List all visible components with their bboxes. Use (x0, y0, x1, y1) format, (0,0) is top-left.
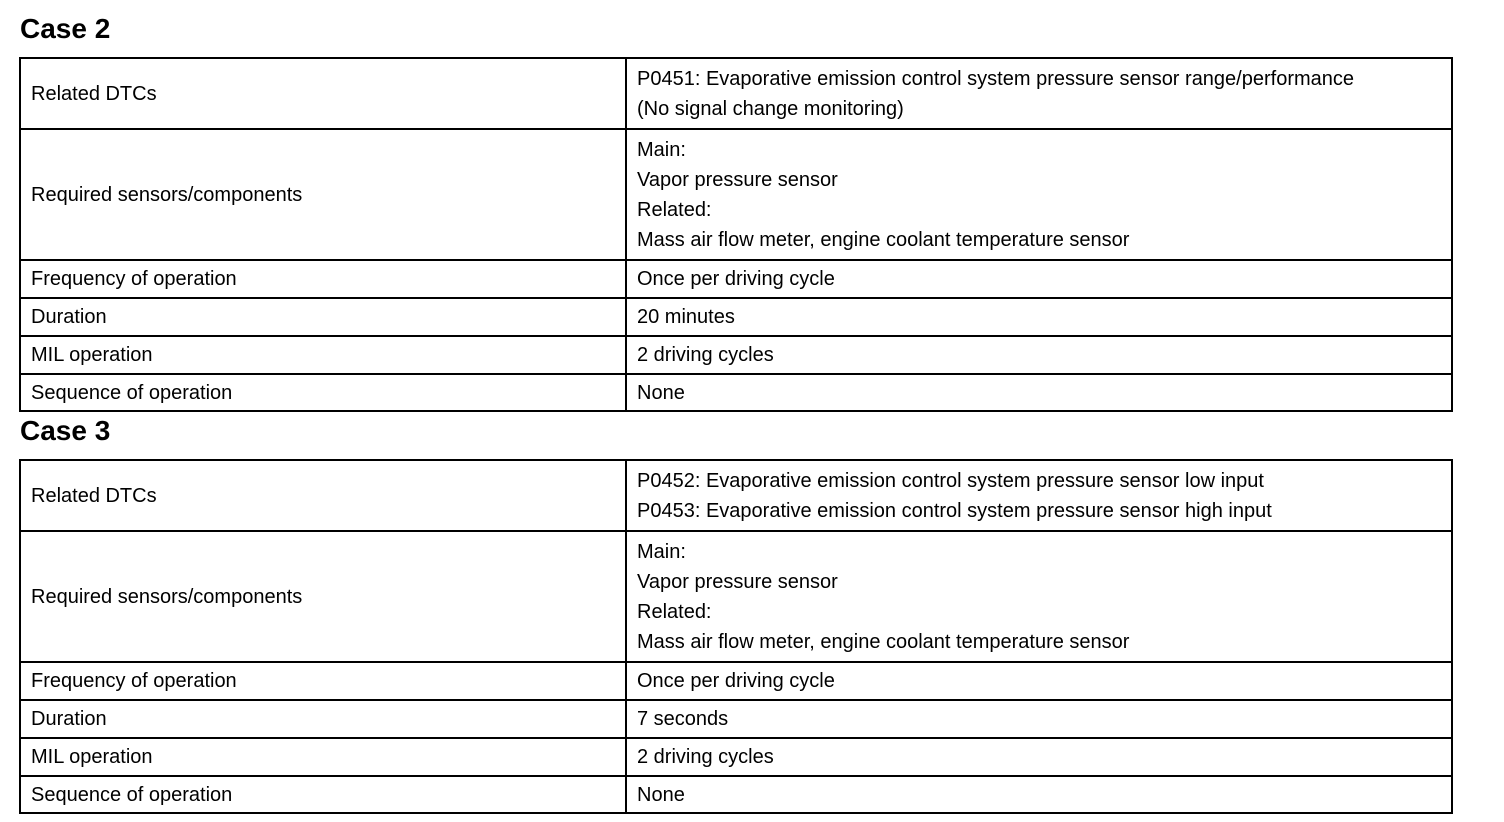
row-value: 7 seconds (626, 700, 1452, 738)
case-3-title: Case 3 (20, 415, 111, 446)
table-row-mil-operation (20, 336, 1452, 374)
table-row-sequence (20, 776, 1452, 813)
row-value: Once per driving cycle (626, 662, 1452, 700)
row-label: Related DTCs (20, 58, 626, 129)
row-label: Sequence of operation (20, 776, 626, 813)
value-line: P0453: Evaporative emission control system pressure sensor high input (637, 499, 1272, 522)
row-value: None (626, 776, 1452, 813)
value-line: Main: (637, 540, 686, 563)
row-label: Sequence of operation (20, 374, 626, 411)
row-label: MIL operation (20, 336, 626, 374)
row-value (626, 460, 1452, 531)
case-2-table (19, 57, 1453, 412)
row-label: Duration (20, 700, 626, 738)
row-label: Duration (20, 298, 626, 336)
row-value: None (626, 374, 1452, 411)
table-row-required-sensors (20, 129, 1452, 260)
value-line: (No signal change monitoring) (637, 97, 904, 120)
table-row-required-sensors (20, 531, 1452, 662)
row-value: 2 driving cycles (626, 336, 1452, 374)
case-2-title: Case 2 (20, 13, 111, 44)
table-row-duration (20, 700, 1452, 738)
value-line: P0451: Evaporative emission control system pressure sensor range/performance (637, 67, 1355, 90)
table-row-sequence (20, 374, 1452, 411)
row-value (626, 531, 1452, 662)
row-label: Frequency of operation (20, 260, 626, 298)
value-line: Mass air flow meter, engine coolant temperature sensor (637, 630, 1130, 653)
value-line: Vapor pressure sensor (637, 168, 838, 191)
table-row-duration (20, 298, 1452, 336)
table-row-related-dtcs (20, 460, 1452, 531)
row-value: 20 minutes (626, 298, 1452, 336)
row-label: Related DTCs (20, 460, 626, 531)
value-line: Main: (637, 138, 686, 161)
row-value: Once per driving cycle (626, 260, 1452, 298)
value-line: Related: (637, 600, 712, 623)
row-label: Frequency of operation (20, 662, 626, 700)
value-line: P0452: Evaporative emission control system pressure sensor low input (637, 469, 1264, 492)
table-row-frequency (20, 662, 1452, 700)
row-label: Required sensors/components (20, 531, 626, 662)
row-value (626, 58, 1452, 129)
case-3-table (19, 459, 1453, 814)
table-row-related-dtcs (20, 58, 1452, 129)
row-value (626, 129, 1452, 260)
table-row-frequency (20, 260, 1452, 298)
table-row-mil-operation (20, 738, 1452, 776)
value-line: Vapor pressure sensor (637, 570, 838, 593)
row-value: 2 driving cycles (626, 738, 1452, 776)
row-label: Required sensors/components (20, 129, 626, 260)
value-line: Mass air flow meter, engine coolant temperature sensor (637, 228, 1130, 251)
row-label: MIL operation (20, 738, 626, 776)
value-line: Related: (637, 198, 712, 221)
